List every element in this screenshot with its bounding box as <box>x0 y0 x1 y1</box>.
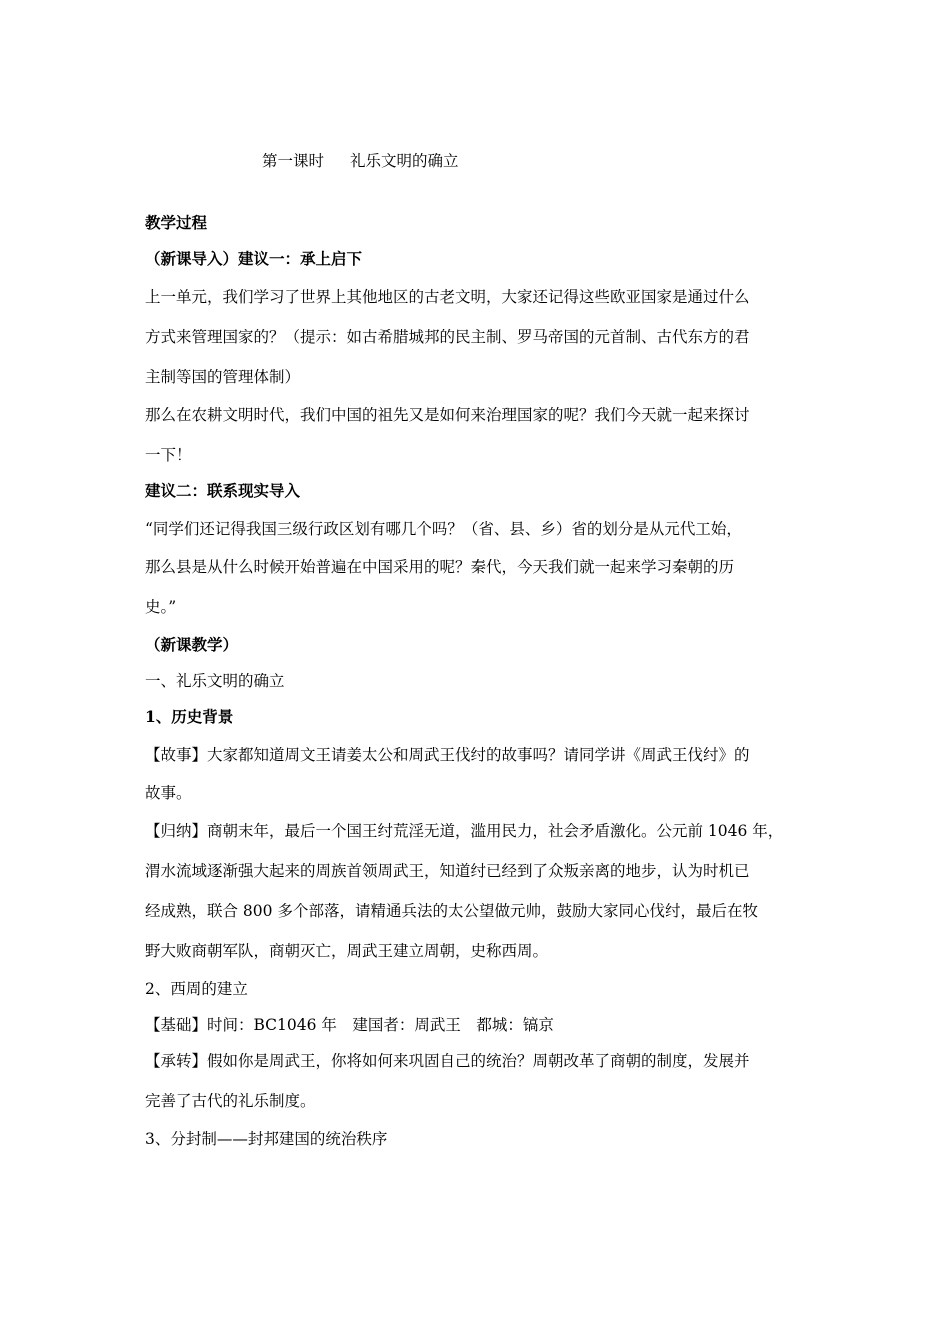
paragraph-line: 经成熟，联合 800 多个部落，请精通兵法的太公望做元帅，鼓励大家同心伐纣，最后在牧 <box>145 902 758 920</box>
paragraph-line: 那么在农耕文明时代，我们中国的祖先又是如何来治理国家的呢？我们今天就一起来探讨 <box>145 406 750 424</box>
document-title <box>262 150 459 172</box>
paragraph-line: 【承转】假如你是周武王，你将如何来巩固自己的统治？周朝改革了商朝的制度，发展并 <box>145 1052 750 1070</box>
paragraph-line: 一下！ <box>145 446 192 464</box>
paragraph-line: 故事。 <box>145 784 192 802</box>
paragraph-line: 上一单元，我们学习了世界上其他地区的古老文明，大家还记得这些欧亚国家是通过什么 <box>145 288 750 306</box>
paragraph-line: 主制等国的管理体制） <box>145 368 301 386</box>
heading-suggestion-one: （新课导入）建议一：承上启下 <box>145 249 363 268</box>
paragraph-line: 完善了古代的礼乐制度。 <box>145 1092 316 1110</box>
paragraph-line: 渭水流域逐渐强大起来的周族首领周武王，知道纣已经到了众叛亲离的地步，认为时机已 <box>145 862 750 880</box>
paragraph-line: 【基础】时间：BC1046 年 建国者：周武王 都城：镐京 <box>145 1016 554 1034</box>
subheading-feudal-system: 3、分封制——封邦建国的统治秩序 <box>145 1130 388 1148</box>
paragraph-line: 【故事】大家都知道周文王请姜太公和周武王伐纣的故事吗？请同学讲《周武王伐纣》的 <box>145 746 750 764</box>
paragraph-line: 【归纳】商朝末年，最后一个国王纣荒淫无道，滥用民力，社会矛盾激化。公元前 1046 年， <box>145 822 784 840</box>
heading-new-lesson: （新课教学） <box>145 635 239 654</box>
subheading-background: 1、历史背景 <box>145 707 234 726</box>
heading-suggestion-two: 建议二：联系现实导入 <box>145 481 301 500</box>
subheading-western-zhou: 2、西周的建立 <box>145 980 248 998</box>
paragraph-line: “同学们还记得我国三级行政区划有哪几个吗？（省、县、乡）省的划分是从元代工始， <box>145 520 742 538</box>
section-heading-one: 一、礼乐文明的确立 <box>145 672 285 690</box>
paragraph-line: 野大败商朝军队，商朝灭亡，周武王建立周朝，史称西周。 <box>145 942 549 960</box>
title-lesson: 第一课时 <box>262 152 325 170</box>
paragraph-line: 史。” <box>145 598 177 616</box>
heading-teaching-process: 教学过程 <box>145 213 208 232</box>
paragraph-line: 方式来管理国家的？（提示：如古希腊城邦的民主制、罗马帝国的元首制、古代东方的君 <box>145 328 750 346</box>
title-topic: 礼乐文明的确立 <box>350 152 459 170</box>
paragraph-line: 那么县是从什么时候开始普遍在中国采用的呢？秦代，今天我们就一起来学习秦朝的历 <box>145 558 735 576</box>
